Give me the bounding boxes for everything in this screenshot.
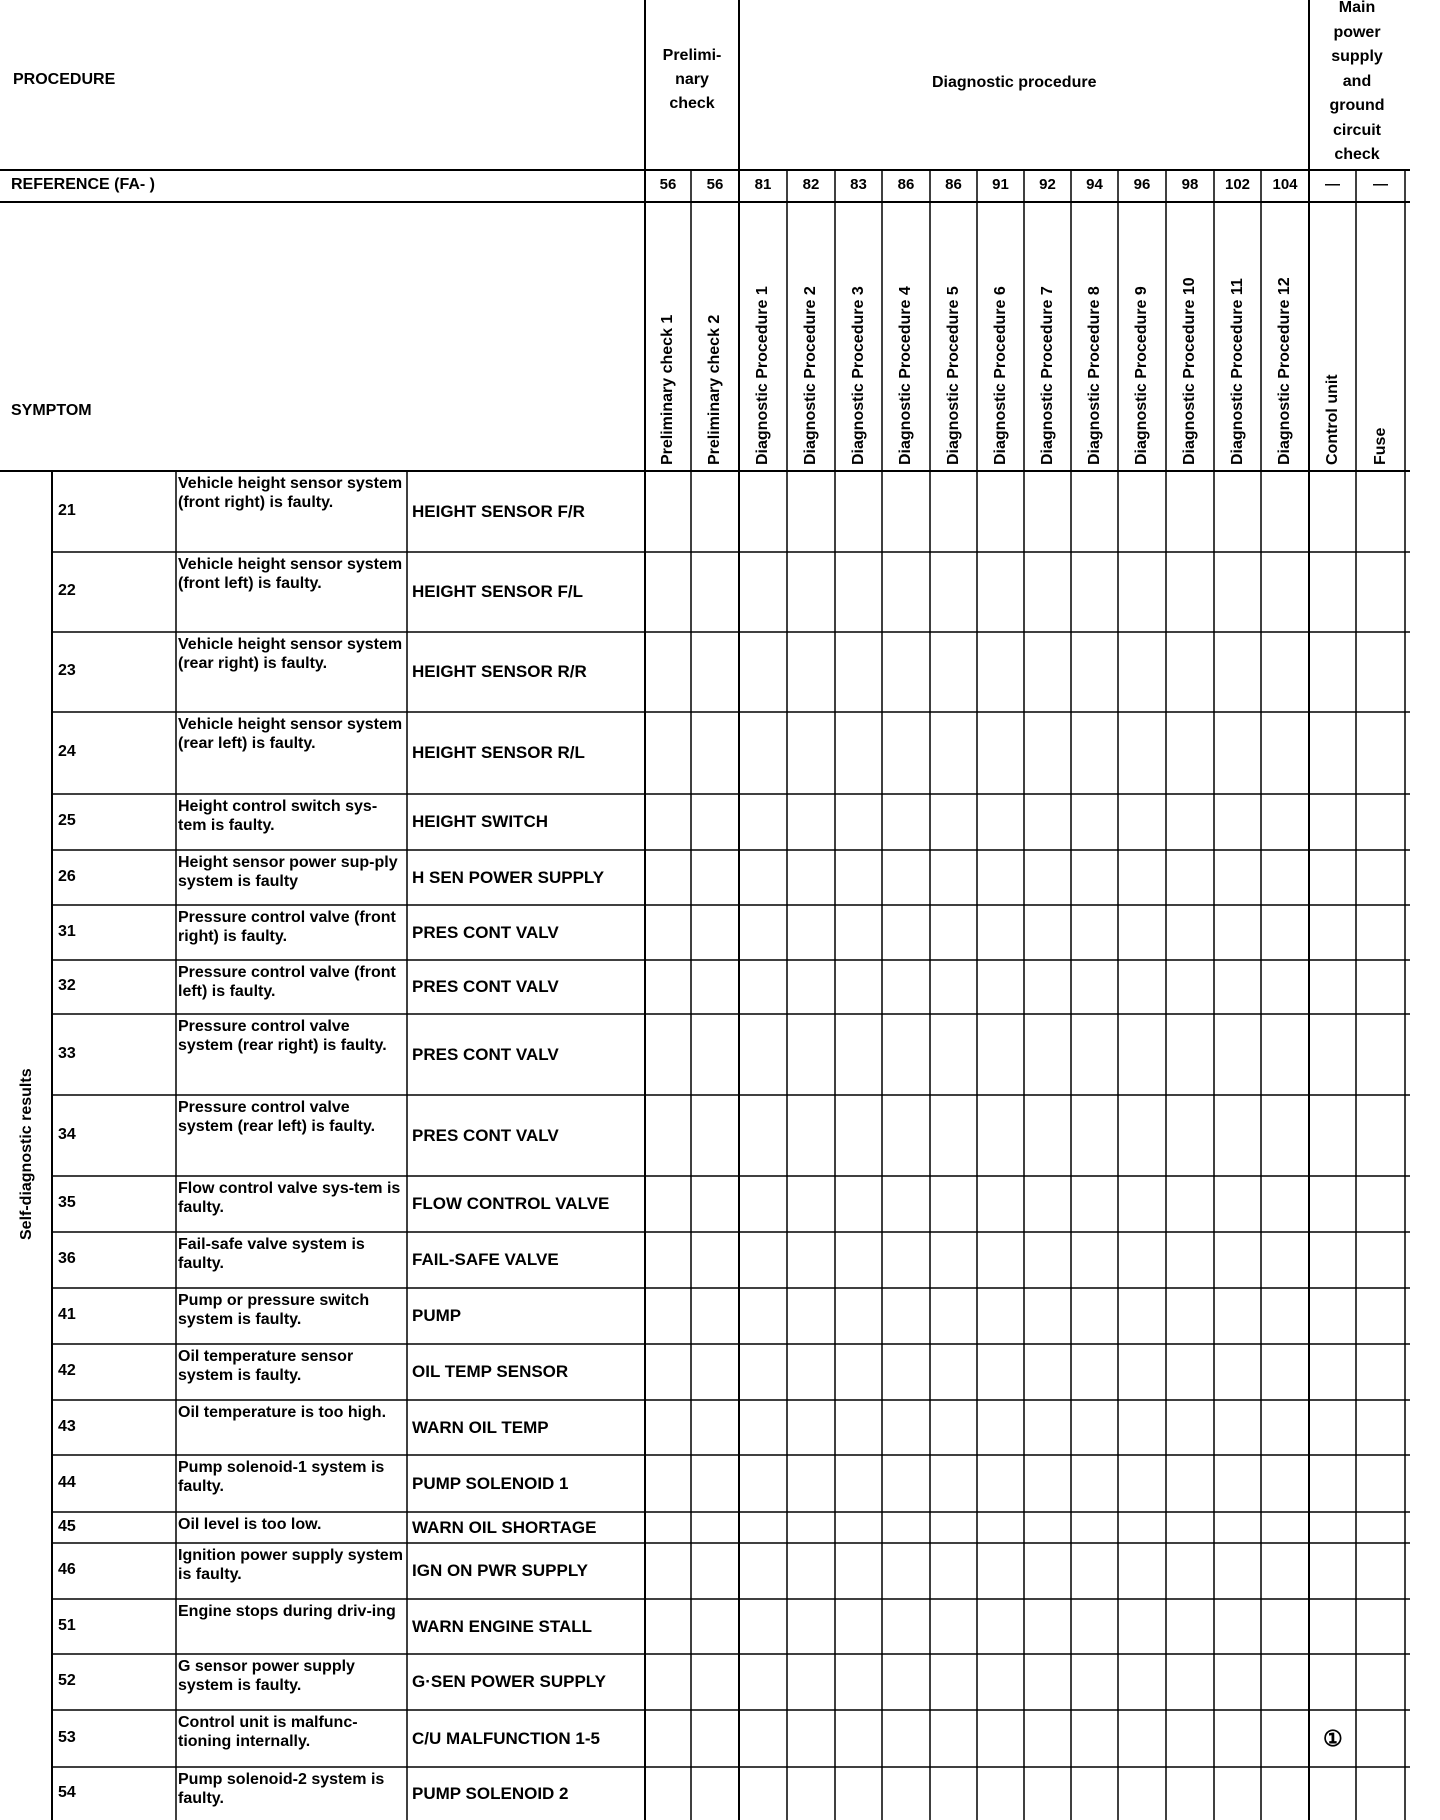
symptom-code: 42 [58,1362,76,1379]
column-label: Diagnostic Procedure 10 [1181,277,1198,465]
column-label: Diagnostic Procedure 2 [802,286,819,465]
column-label: Fuse [1371,427,1389,465]
symptom-code: 34 [58,1125,76,1143]
table-row [0,850,1,905]
table-row [0,632,1,712]
display-message: HEIGHT SENSOR F/R [412,501,585,521]
symptom-description: Pump solenoid-2 system is faulty. [178,1771,385,1807]
column-label: Preliminary check 2 [706,314,723,465]
symptom-description: Pump or pressure switch system is faulty. [178,1292,370,1328]
display-message: PUMP [412,1306,462,1325]
display-message: FLOW CONTROL VALVE [412,1194,610,1213]
display-message: WARN OIL TEMP [412,1417,549,1437]
reference-number: 94 [1086,176,1103,193]
column-label: Diagnostic Procedure 12 [1276,277,1293,465]
display-message: IGN ON PWR SUPPLY [412,1561,589,1580]
reference-number: 96 [1133,176,1151,193]
symptom-code: 43 [58,1417,76,1435]
reference-number: 102 [1224,176,1251,193]
table-row [0,1455,1,1512]
reference-number: — [1373,176,1388,193]
display-message: PUMP SOLENOID 2 [412,1783,569,1803]
display-message: PUMP SOLENOID 1 [412,1473,569,1493]
column-label: Diagnostic Procedure 9 [1133,286,1150,465]
symptom-label: SYMPTOM [11,402,92,419]
reference-number: 86 [897,176,915,193]
table-row [0,712,1,794]
table-row [0,1014,1,1095]
display-message: C/U MALFUNCTION 1-5 [412,1728,600,1748]
symptom-description: Vehicle height sensor system (rear right) is faulty. [178,636,403,672]
table-row [0,794,1,850]
display-message: FAIL-SAFE VALVE [412,1250,559,1269]
display-message: G·SEN POWER SUPPLY [412,1672,606,1691]
symptom-description: Ignition power supply system is faulty. [178,1547,403,1583]
symptom-code: 22 [58,582,76,599]
display-message: PRES CONT VALV [412,922,559,942]
table-row [0,1543,1,1599]
symptom-code: 26 [58,867,76,885]
symptom-description: Control unit is malfunc-tioning internally. [178,1714,358,1750]
symptom-description: Oil level is too low. [178,1516,322,1533]
display-message: HEIGHT SENSOR R/R [412,662,587,681]
display-message: HEIGHT SENSOR R/L [412,743,585,762]
column-label: Diagnostic Procedure 11 [1228,278,1246,465]
symptom-code: 53 [58,1728,76,1746]
symptom-description: Pump solenoid-1 system is faulty. [178,1459,385,1495]
symptom-code: 54 [58,1783,76,1801]
symptom-description: Vehicle height sensor system (front left) is faulty. [178,556,403,592]
table-row [0,1400,1,1455]
symptom-description: Vehicle height sensor system (rear left) is faulty. [178,716,403,752]
column-label: Diagnostic Procedure 4 [897,286,914,465]
column-label: Diagnostic Procedure 7 [1038,286,1056,465]
diagnostic-group-label: Diagnostic procedure [932,74,1097,91]
table-row [0,1232,1,1288]
symptom-code: 52 [58,1672,76,1689]
table-row [0,1095,1,1176]
symptom-code: 24 [58,743,76,760]
display-message: HEIGHT SWITCH [412,812,548,831]
symptom-description: Oil temperature is too high. [178,1404,387,1421]
reference-number: 56 [706,176,724,193]
table-row [0,1176,1,1232]
symptom-description: Vehicle height sensor system (front right) is faulty. [178,475,403,511]
table-row [0,1710,1,1767]
symptom-code: 31 [58,922,76,940]
symptom-description: G sensor power supply system is faulty. [178,1658,355,1694]
table-row [0,1767,1,1820]
column-label: Diagnostic Procedure 8 [1085,286,1103,465]
table-row [0,1344,1,1400]
symptom-description: Oil temperature sensor system is faulty. [178,1348,354,1384]
symptom-description: Engine stops during driv-ing [178,1603,396,1620]
column-label: Diagnostic Procedure 3 [849,286,867,465]
display-message: PRES CONT VALV [412,1125,559,1145]
display-message: H SEN POWER SUPPLY [412,867,605,887]
symptom-description: Pressure control valve (front right) is faulty. [178,909,396,945]
reference-number: 82 [802,176,820,193]
column-label: Preliminary check 1 [659,314,676,465]
reference-number: 81 [754,176,772,193]
reference-number: 86 [945,176,962,193]
column-label: Diagnostic Procedure 1 [754,286,771,465]
symptom-description: Flow control valve sys-tem is faulty. [178,1180,401,1216]
column-label: Control unit [1323,374,1341,465]
display-message: PRES CONT VALV [412,977,559,996]
table-row [0,1288,1,1344]
display-message: WARN ENGINE STALL [412,1616,593,1636]
table-row [0,552,1,632]
display-message: PRES CONT VALV [412,1044,559,1064]
symptom-code: 45 [58,1517,76,1535]
symptom-code: 23 [58,662,76,679]
main-power-group-label: Main power supply and ground circuit check [1329,0,1385,163]
reference-number: 98 [1181,176,1199,193]
reference-number: 92 [1039,176,1056,193]
symptom-description: Height control switch sys-tem is faulty. [178,798,378,834]
display-message: OIL TEMP SENSOR [412,1362,569,1381]
symptom-code: 46 [58,1561,76,1578]
display-message: WARN OIL SHORTAGE [412,1517,597,1537]
reference-number: 56 [659,176,677,193]
preliminary-group-label: Prelimi- nary check [662,47,722,112]
symptom-description: Pressure control valve system (rear right) is faulty. [178,1018,387,1054]
symptom-code: 41 [58,1306,76,1323]
table-row [0,471,1,552]
procedure-label: PROCEDURE [13,71,116,88]
symptom-code: 33 [58,1044,76,1062]
display-message: HEIGHT SENSOR F/L [412,582,583,601]
symptom-code: 32 [58,977,76,994]
symptom-code: 25 [58,812,76,829]
reference-label: REFERENCE (FA- ) [11,176,155,193]
column-label: Diagnostic Procedure 6 [991,286,1009,465]
symptom-code: 21 [58,501,76,519]
symptom-code: 44 [58,1473,76,1491]
symptom-description: Pressure control valve (front left) is faulty. [178,964,396,1000]
reference-number: 83 [850,176,867,193]
symptom-code: 51 [58,1616,76,1634]
table-row [0,1599,1,1654]
column-label: Diagnostic Procedure 5 [944,286,962,465]
table-row [0,1654,1,1710]
self-diagnostic-side-label: Self-diagnostic results [18,1068,35,1240]
table-row [0,1512,1,1543]
reference-number: 91 [992,176,1009,193]
symptom-description: Pressure control valve system (rear left) is faulty. [178,1099,376,1135]
symptom-description: Height sensor power sup-ply system is faulty [178,854,398,890]
table-row [0,960,1,1014]
table-row [0,905,1,960]
reference-number: — [1325,176,1340,193]
check-mark: ① [1323,1725,1343,1751]
symptom-code: 36 [58,1250,76,1267]
reference-number: 104 [1272,176,1298,193]
symptom-code: 35 [58,1194,76,1211]
symptom-description: Fail-safe valve system is faulty. [178,1236,365,1272]
